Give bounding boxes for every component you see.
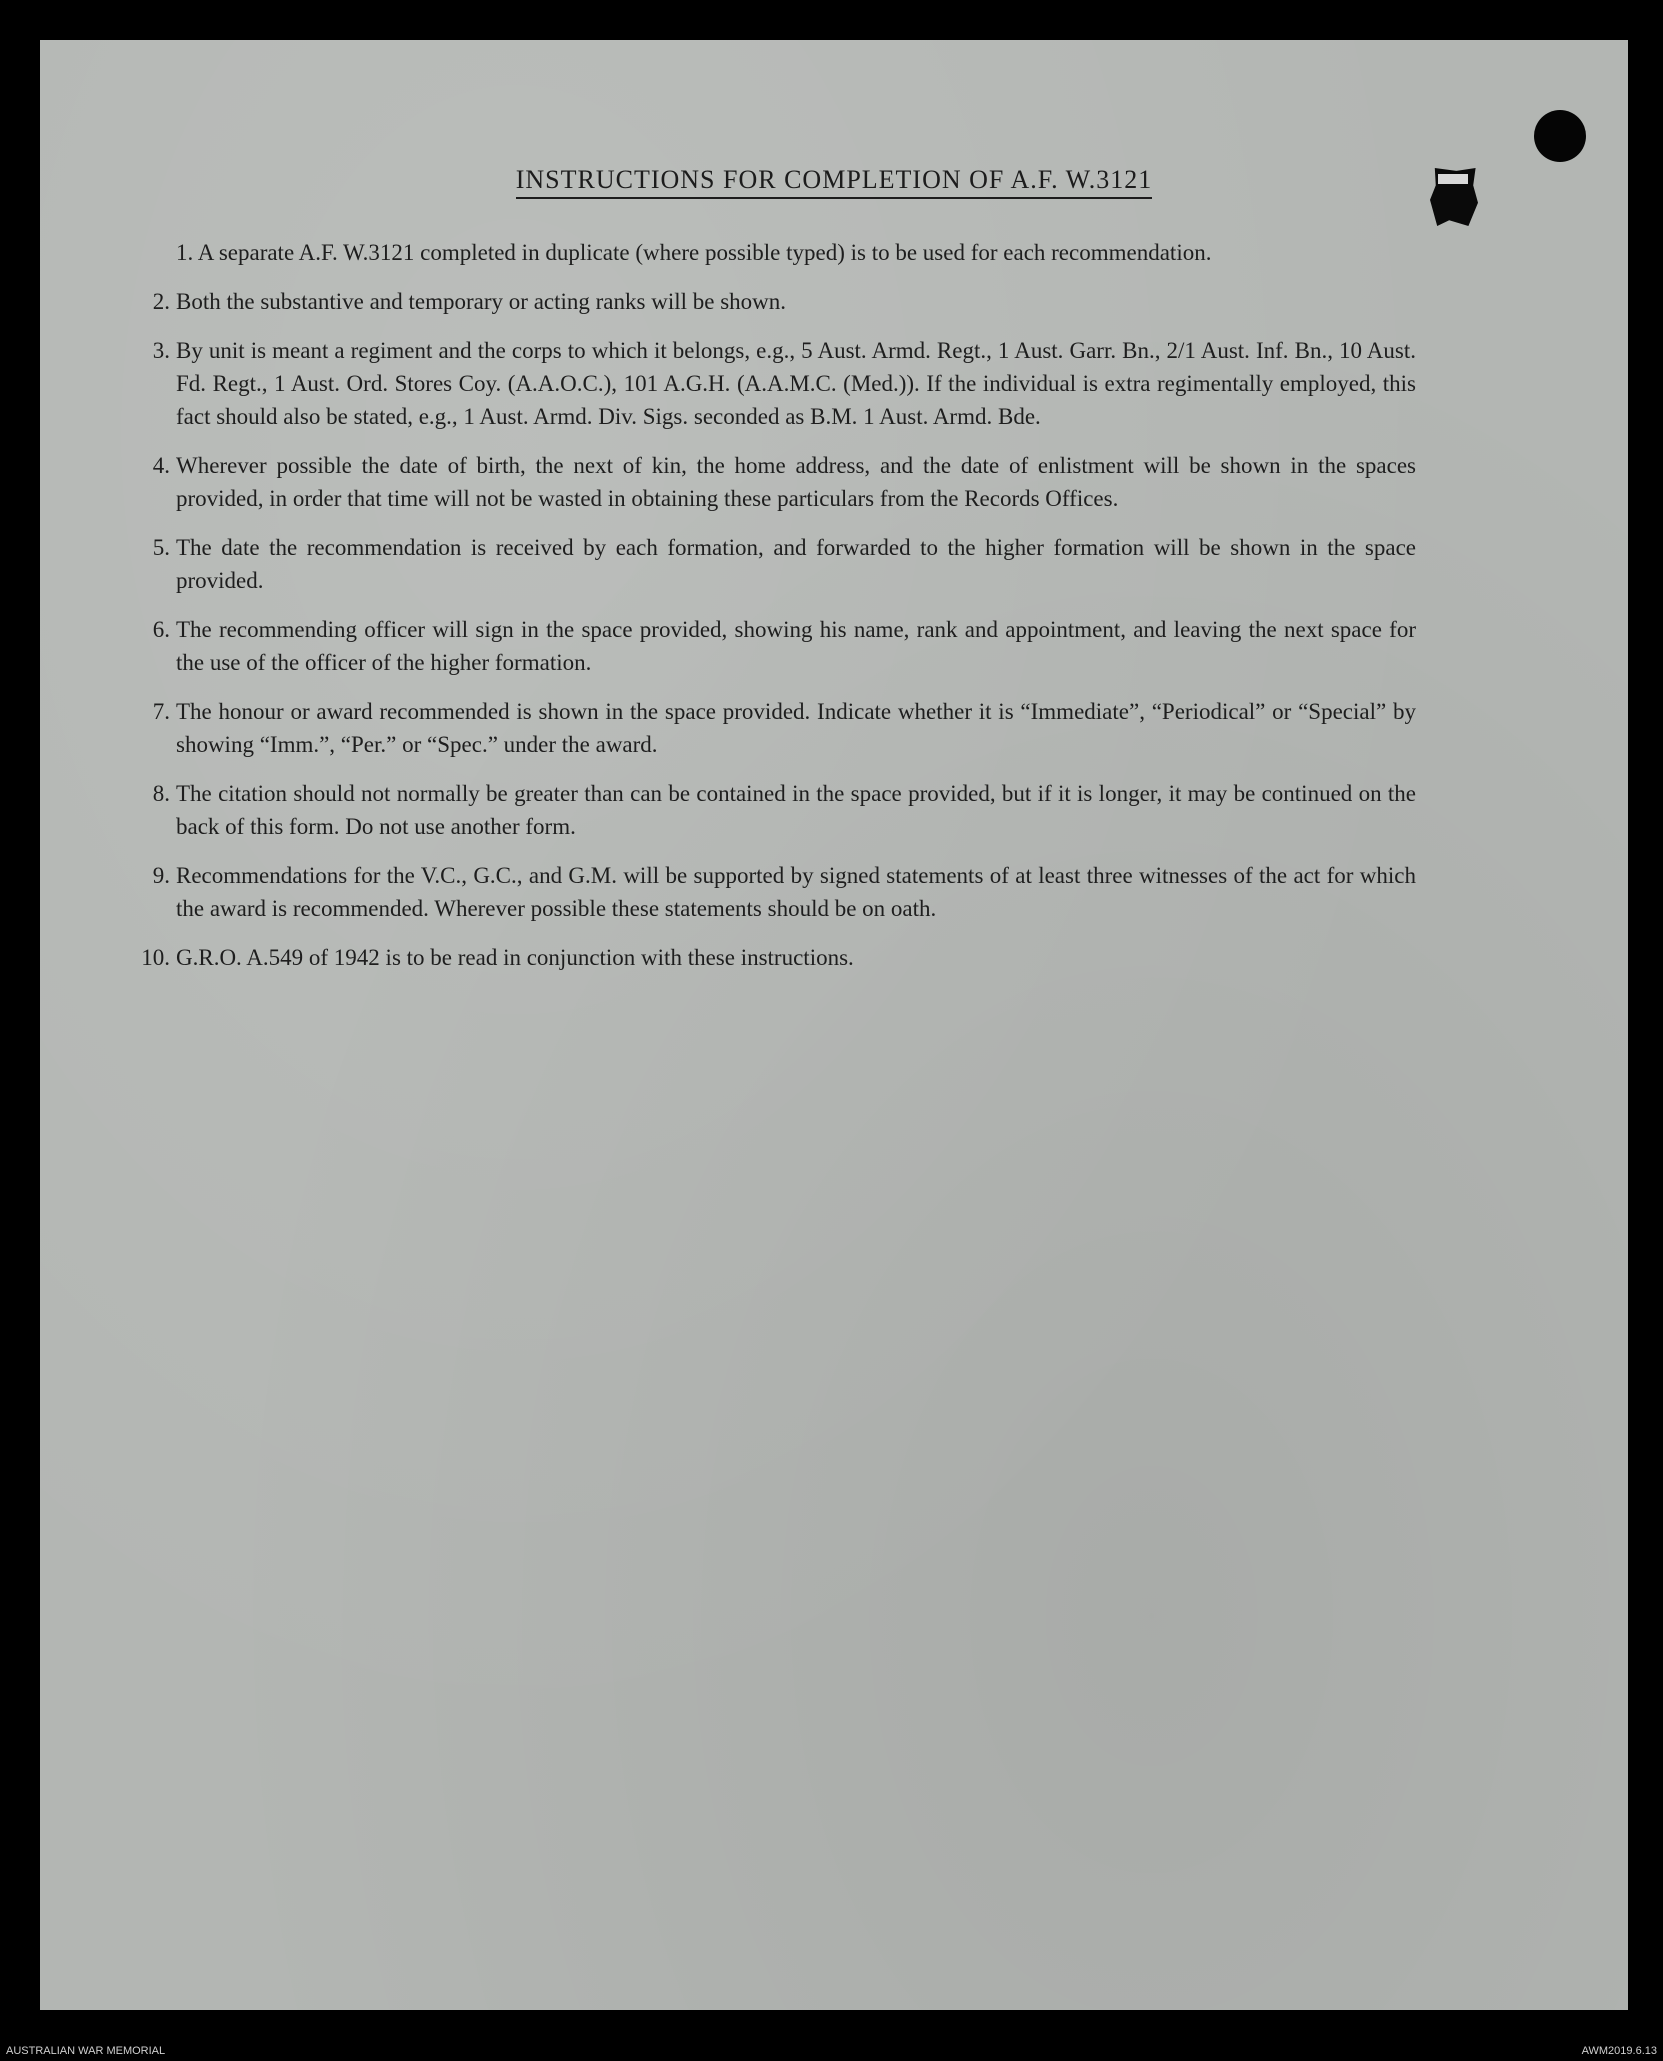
instruction-text: The recommending officer will sign in the space provided, showing his name, rank and appointment, and leaving the next space for the use of the officer of the higher formation. (176, 617, 1416, 675)
instruction-item (126, 449, 1416, 515)
instruction-text: Wherever possible the date of birth, the next of kin, the home address, and the date of enlistment will be shown in the spaces provided, in order that time will not be wasted in obtaining these particulars from the Records Offices. (176, 453, 1416, 511)
instruction-item (126, 695, 1416, 761)
document-title-text: INSTRUCTIONS FOR COMPLETION OF A.F. W.3121 (516, 165, 1153, 199)
instruction-text: Recommendations for the V.C., G.C., and G.M. will be supported by signed statements of at least three witnesses of the act for which the award is recommended. Wherever possible these statements should be on oath. (176, 863, 1416, 921)
instruction-number: 9. (152, 863, 170, 888)
instruction-text: G.R.O. A.549 of 1942 is to be read in conjunction with these instructions. (176, 945, 854, 970)
instruction-text: The citation should not normally be greater than can be contained in the space provided, but if it is longer, it may be continued on the back of this form. Do not use another form. (176, 781, 1416, 839)
document-title (40, 165, 1628, 195)
instruction-text: Both the substantive and temporary or acting ranks will be shown. (176, 289, 787, 314)
instruction-text: By unit is meant a regiment and the corps to which it belongs, e.g., 5 Aust. Armd. Regt., 1 Aust. Garr. Bn., 2/1 Aust. Inf. Bn., 10 Aust. Fd. Regt., 1 Aust. Ord. Stores Coy. (A.A.O.C.), 101 A.G.H. (A.A.M.C. (Med.)). If the individual is extra regimentally employed, this fact should also be stated, e.g., 1 Aust. Armd. Div. Sigs. seconded as B.M. 1 Aust. Armd. Bde. (176, 338, 1416, 429)
instruction-number: 6. (152, 617, 170, 642)
instruction-item (126, 285, 1416, 318)
instruction-number: 8. (152, 781, 170, 806)
instruction-item (126, 777, 1416, 843)
instruction-item (126, 613, 1416, 679)
footer-source-label: AUSTRALIAN WAR MEMORIAL (6, 2045, 166, 2057)
instruction-text: The date the recommendation is received by each formation, and forwarded to the higher formation will be shown in the space provided. (176, 535, 1416, 593)
instruction-item (126, 859, 1416, 925)
instruction-item (126, 531, 1416, 597)
document-sheet (40, 40, 1628, 2010)
footer-accession-number: AWM2019.6.13 (1581, 2045, 1657, 2057)
instruction-item (126, 334, 1416, 433)
instruction-number: 2. (152, 289, 170, 314)
instruction-number: 3. (152, 338, 170, 363)
instruction-item (126, 941, 1416, 974)
instruction-number: 4. (152, 453, 170, 478)
instruction-number: 7. (152, 699, 170, 724)
instruction-number: 1. (176, 240, 194, 265)
instruction-number: 5. (152, 535, 170, 560)
punch-hole (1534, 110, 1586, 162)
instruction-item (126, 236, 1416, 269)
instructions-list (126, 236, 1416, 990)
instruction-text: A separate A.F. W.3121 completed in duplicate (where possible typed) is to be used for each recommendation. (197, 240, 1212, 265)
instruction-number: 10. (141, 945, 170, 970)
instruction-text: The honour or award recommended is shown in the space provided. Indicate whether it is “Immediate”, “Periodical” or “Special” by showing “Imm.”, “Per.” or “Spec.” under the award. (176, 699, 1416, 757)
